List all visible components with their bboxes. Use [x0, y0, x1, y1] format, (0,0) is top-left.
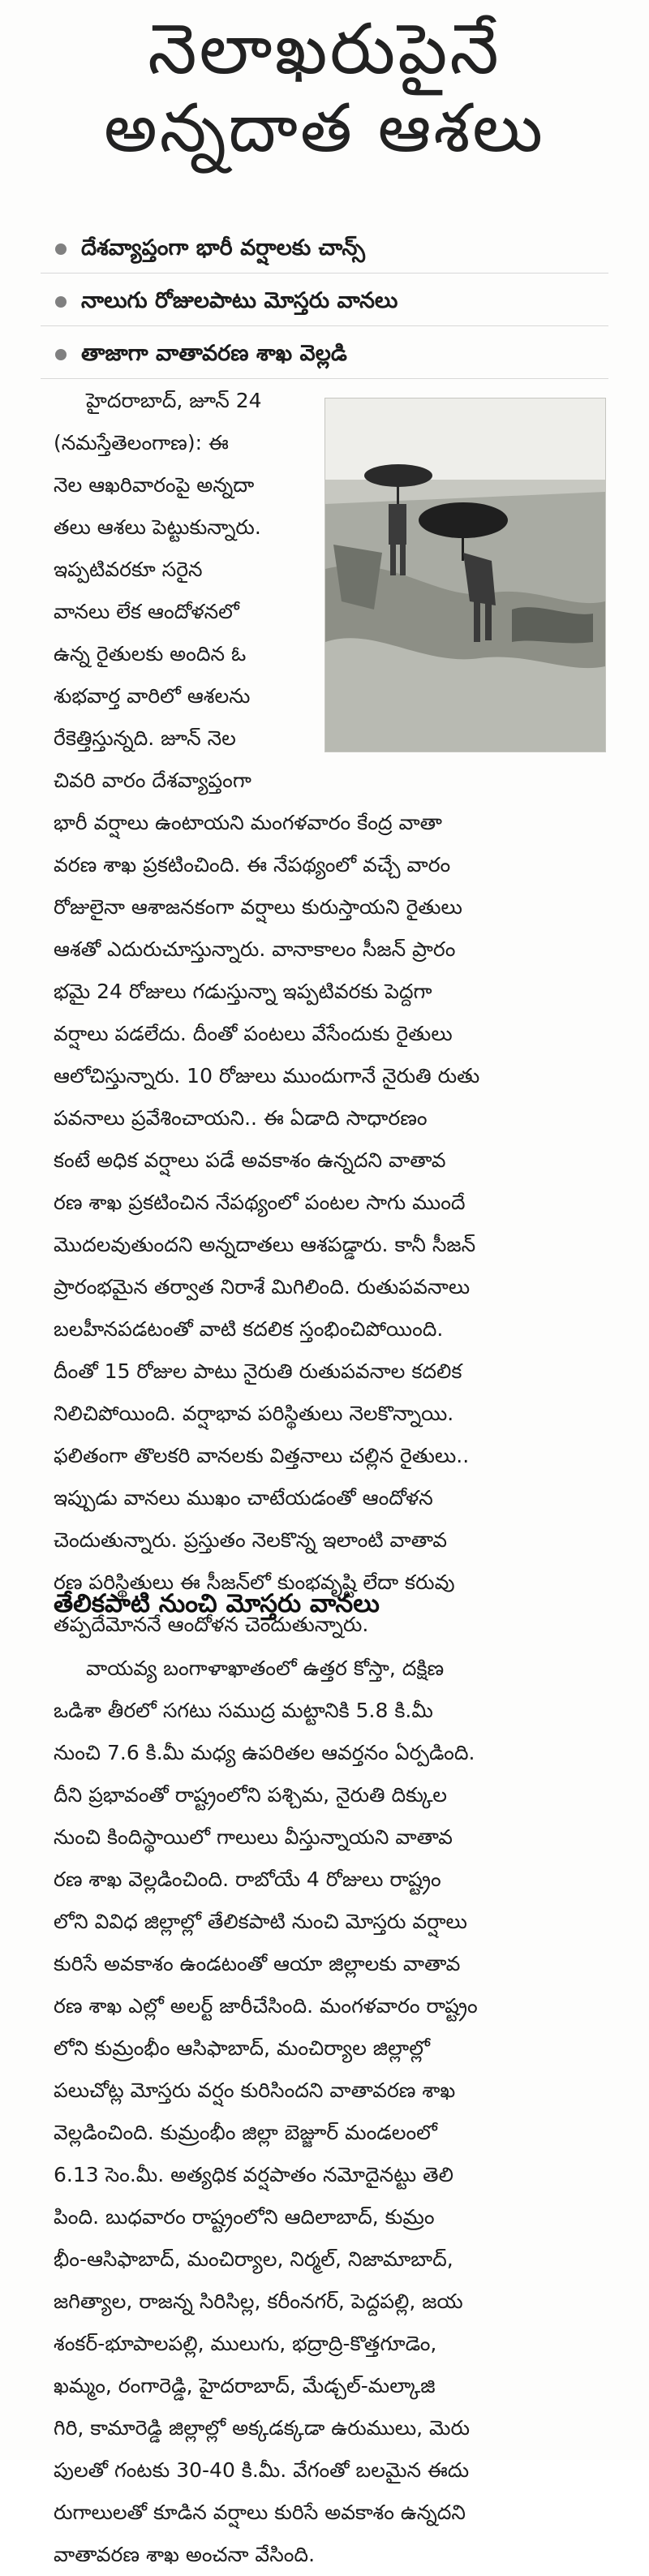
- article-line: ఆశతో ఎదురుచూస్తున్నారు. వానాకాలం సీజన్ ప్రారం: [54, 937, 456, 961]
- article-line: ఫలితంగా తొలకరి వానలకు విత్తనాలు చల్లిన రైతులు..: [54, 1444, 470, 1467]
- article-line: పులతో గంటకు 30-40 కి.మీ. వేగంతో బలమైన ఈదు: [54, 2458, 470, 2482]
- article-line: భారీ వర్షాలు ఉంటాయని మంగళవారం కేంద్ర వాతా: [54, 811, 443, 834]
- highlight-text: తాజాగా వాతావరణ శాఖ వెల్లడి: [81, 341, 347, 366]
- article-line: రేకెత్తిస్తున్నది. జూన్ నెల: [54, 726, 236, 750]
- highlight-text: దేశవ్యాప్తంగా భారీ వర్షాలకు చాన్స్: [81, 235, 365, 261]
- article-line: పింది. బుధవారం రాష్ట్రంలోని ఆదిలాబాద్, కుమ్రం: [54, 2205, 435, 2229]
- article-line: దీని ప్రభావంతో రాష్ట్రంలోని పశ్చిమ, నైరుతి దిక్కుల: [54, 1783, 447, 1807]
- article-line: ఇప్పుడు వానలు ముఖం చాటేయడంతో ఆందోళన: [54, 1486, 433, 1510]
- sub-heading: తేలికపాటి నుంచి మోస్తరు వానలు: [54, 1589, 380, 1618]
- highlight-text: నాలుగు రోజులపాటు మోస్తరు వానలు: [81, 288, 398, 313]
- article-line: ఇప్పటివరకూ సరైన: [54, 558, 203, 581]
- article-line: నిలిచిపోయింది. వర్షాభావ పరిస్థితులు నెలకొన్నాయి.: [54, 1402, 454, 1425]
- article-line: చెందుతున్నారు. ప్రస్తుతం నెలకొన్న ఇలాంటి వాతావ: [54, 1528, 448, 1552]
- article-line: రణ శాఖ వెల్లడించింది. రాబోయే 4 రోజులు రాష్ట్రం: [54, 1867, 441, 1891]
- article-line: ఖమ్మం, రంగారెడ్డి, హైదరాబాద్, మేడ్చల్-మల్కాజి: [54, 2374, 436, 2397]
- highlights-list: [41, 227, 608, 386]
- article-line: భీం-ఆసిఫాబాద్, మంచిర్యాల, నిర్మల్, నిజామాబాద్,: [54, 2247, 453, 2271]
- article-line: కంటే అధిక వర్షాలు పడే అవకాశం ఉన్నదని వాతావ: [54, 1148, 446, 1172]
- article-line: వెల్లడించింది. కుమ్రంభీం జిల్లా బెజ్జూర్ మండలంలో: [54, 2121, 437, 2144]
- article-line: వాయవ్య బంగాళాఖాతంలో ఉత్తర కోస్తా, దక్షిణ: [86, 1656, 445, 1680]
- article-line: రణ శాఖ ప్రకటించిన నేపథ్యంలో పంటల సాగు ముందే: [54, 1191, 466, 1214]
- article-line: శంకర్-భూపాలపల్లి, ములుగు, భద్రాద్రి-కొత్తగూడెం,: [54, 2332, 437, 2355]
- article-line: రణ పరిస్థితులు ఈ సీజన్‌లో కుంభవృష్టి లేదా కరువు: [54, 1570, 455, 1594]
- article-line: బలహీనపడటంతో వాటి కదలిక స్తంభించిపోయింది.: [54, 1317, 444, 1341]
- article-line: లోని వివిధ జిల్లాల్లో తేలికపాటి నుంచి మోస్తరు వర్షాలు: [54, 1910, 467, 1933]
- article-line: పవనాలు ప్రవేశించాయని.. ఈ ఏడాది సాధారణం: [54, 1106, 428, 1130]
- article-line: గిరి, కామారెడ్డి జిల్లాల్లో అక్కడక్కడా ఉరుములు, మెరు: [54, 2416, 470, 2440]
- article-line: నుంచి కిందిస్థాయిలో గాలులు వీస్తున్నాయని వాతావ: [54, 1825, 453, 1849]
- article-line: తలు ఆశలు పెట్టుకున్నారు.: [54, 515, 261, 539]
- headline-line-2: అన్నదాత ఆశలు: [104, 90, 545, 167]
- article-line: రుగాలులతో కూడిన వర్షాలు కురిసే అవకాశం ఉన్నదని: [54, 2501, 466, 2524]
- headline-line-1: నెలాఖరుపైనే: [148, 9, 501, 90]
- article-line: వానలు లేక ఆందోళనలో: [54, 600, 239, 623]
- article-line: లోని కుమ్రంభీం ఆసిఫాబాద్, మంచిర్యాల జిల్లాల్లో: [54, 2036, 430, 2060]
- article-line: శుభవార్త వారిలో ఆశలను: [54, 684, 251, 708]
- article-line: రోజులైనా ఆశాజనకంగా వర్షాలు కురుస్తాయని రైతులు: [54, 895, 462, 919]
- article-line: నుంచి 7.6 కి.మీ మధ్య ఉపరితల ఆవర్తనం ఏర్పడింది.: [54, 1741, 475, 1764]
- article-line: 6.13 సెం.మీ. అత్యధిక వర్షపాతం నమోదైనట్టు తెలి: [54, 2163, 453, 2186]
- highlight-item: [41, 333, 608, 379]
- article-line: జగిత్యాల, రాజన్న సిరిసిల్ల, కరీంనగర్, పెద్దపల్లి, జయ: [54, 2290, 463, 2313]
- article-line: ఉన్న రైతులకు అందిన ఓ: [54, 642, 247, 666]
- highlight-item: [41, 227, 608, 274]
- article-line: వాతావరణ శాఖ అంచనా వేసింది.: [54, 2543, 316, 2566]
- article-line: ఒడిశా తీరలో సగటు సముద్ర మట్టానికి 5.8 కి.మీ: [54, 1699, 433, 1722]
- article-line: కురిసే అవకాశం ఉండటంతో ఆయా జిల్లాలకు వాతావ: [54, 1952, 461, 1975]
- article-line: ప్రారంభమైన తర్వాత నిరాశే మిగిలింది. రుతుపవనాలు: [54, 1275, 471, 1299]
- article-line: వరణ శాఖ ప్రకటించింది. ఈ నేపథ్యంలో వచ్చే వారం: [54, 853, 451, 877]
- article-line: మొదలవుతుందని అన్నదాతలు ఆశపడ్డారు. కానీ సీజన్: [54, 1233, 476, 1256]
- article-line: తప్పదేమోననే ఆందోళన చెందుతున్నారు.: [54, 1613, 369, 1636]
- highlight-item: [41, 280, 608, 326]
- article-line: హైదరాబాద్, జూన్ 24: [86, 389, 262, 412]
- article-line: వర్షాలు పడలేదు. దీంతో పంటలు వేసేందుకు రైతులు: [54, 1022, 453, 1045]
- article-line: పలుచోట్ల మోస్తరు వర్షం కురిసిందని వాతావరణ శాఖ: [54, 2078, 456, 2102]
- article-line: (నమస్తేతెలంగాణ): ఈ: [54, 431, 229, 454]
- article-line: రణ శాఖ ఎల్లో అలర్ట్ జారీచేసింది. మంగళవారం రాష్ట్రం: [54, 1994, 478, 2018]
- bullet-icon: [55, 243, 67, 255]
- article-line: దీంతో 15 రోజుల పాటు నైరుతి రుతుపవనాల కదలిక: [54, 1359, 462, 1383]
- farmers-with-umbrellas-in-field-photo: [324, 398, 606, 752]
- article-line: భమై 24 రోజులు గడుస్తున్నా ఇప్పటివరకు పెద్దగా: [54, 980, 432, 1003]
- headline: [0, 0, 649, 170]
- article-line: చివరి వారం దేశవ్యాప్తంగా: [54, 769, 251, 792]
- bullet-icon: [55, 349, 67, 360]
- article-line: నెల ఆఖరివారంపై అన్నదా: [54, 473, 255, 497]
- bullet-icon: [55, 296, 67, 308]
- article-line: ఆలోచిస్తున్నారు. 10 రోజులు ముందుగానే నైరుతి రుతు: [54, 1064, 480, 1088]
